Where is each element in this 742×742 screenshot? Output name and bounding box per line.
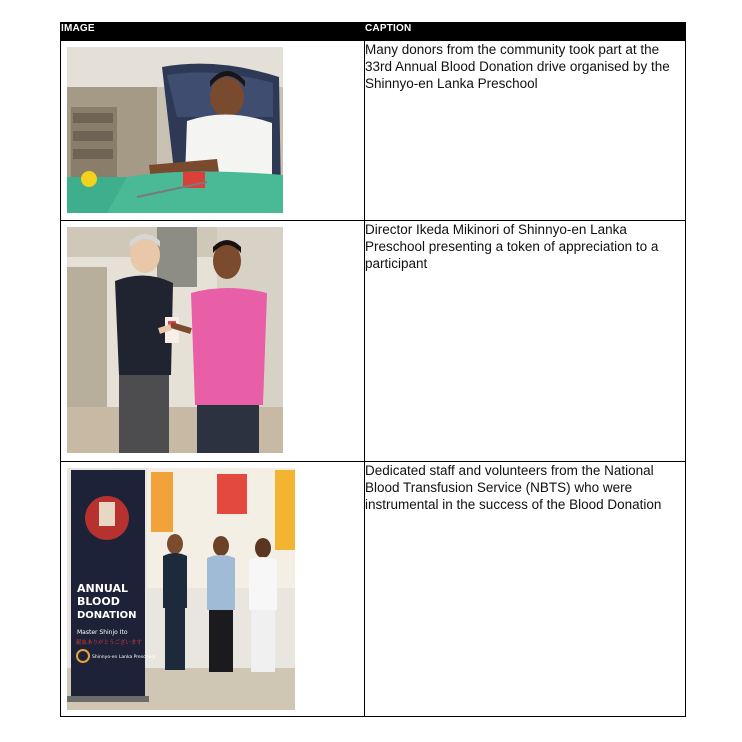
banner-line2: BLOOD — [77, 595, 120, 608]
staff-photo — [67, 468, 295, 710]
caption-text: Dedicated staff and volunteers from the National Blood Transfusion Service (NBTS) who were instrumental in the success of the Blood Donation — [365, 463, 662, 512]
banner-japanese: 献血ありがとうございます — [76, 640, 143, 646]
banner-name: Master Shinjo Ito — [77, 629, 128, 636]
header-row — [61, 23, 686, 41]
caption-text: Director Ikeda Mikinori of Shinnyo-en Lanka Preschool presenting a token of appreciation to a participant — [365, 222, 663, 271]
banner-line1: ANNUAL — [77, 582, 129, 595]
table-row — [61, 462, 686, 717]
image-column-header: IMAGE — [61, 23, 365, 41]
appreciation-photo — [67, 227, 283, 453]
banner-line3: DONATION — [77, 610, 137, 621]
photo-caption-table — [60, 22, 686, 717]
image-cell — [61, 221, 365, 462]
caption-cell — [365, 41, 686, 221]
caption-text: Many donors from the community took part at the 33rd Annual Blood Donation drive organised by the Shinnyo-en Lanka Preschool — [365, 42, 674, 91]
caption-column-header: CAPTION — [365, 23, 686, 41]
table-row — [61, 221, 686, 462]
image-cell — [61, 462, 365, 717]
caption-cell — [365, 462, 686, 717]
table-row — [61, 41, 686, 221]
image-cell — [61, 41, 365, 221]
caption-cell — [365, 221, 686, 462]
donor-photo — [67, 47, 283, 213]
banner-org: Shinnyo-en Lanka Preschool — [92, 655, 156, 660]
